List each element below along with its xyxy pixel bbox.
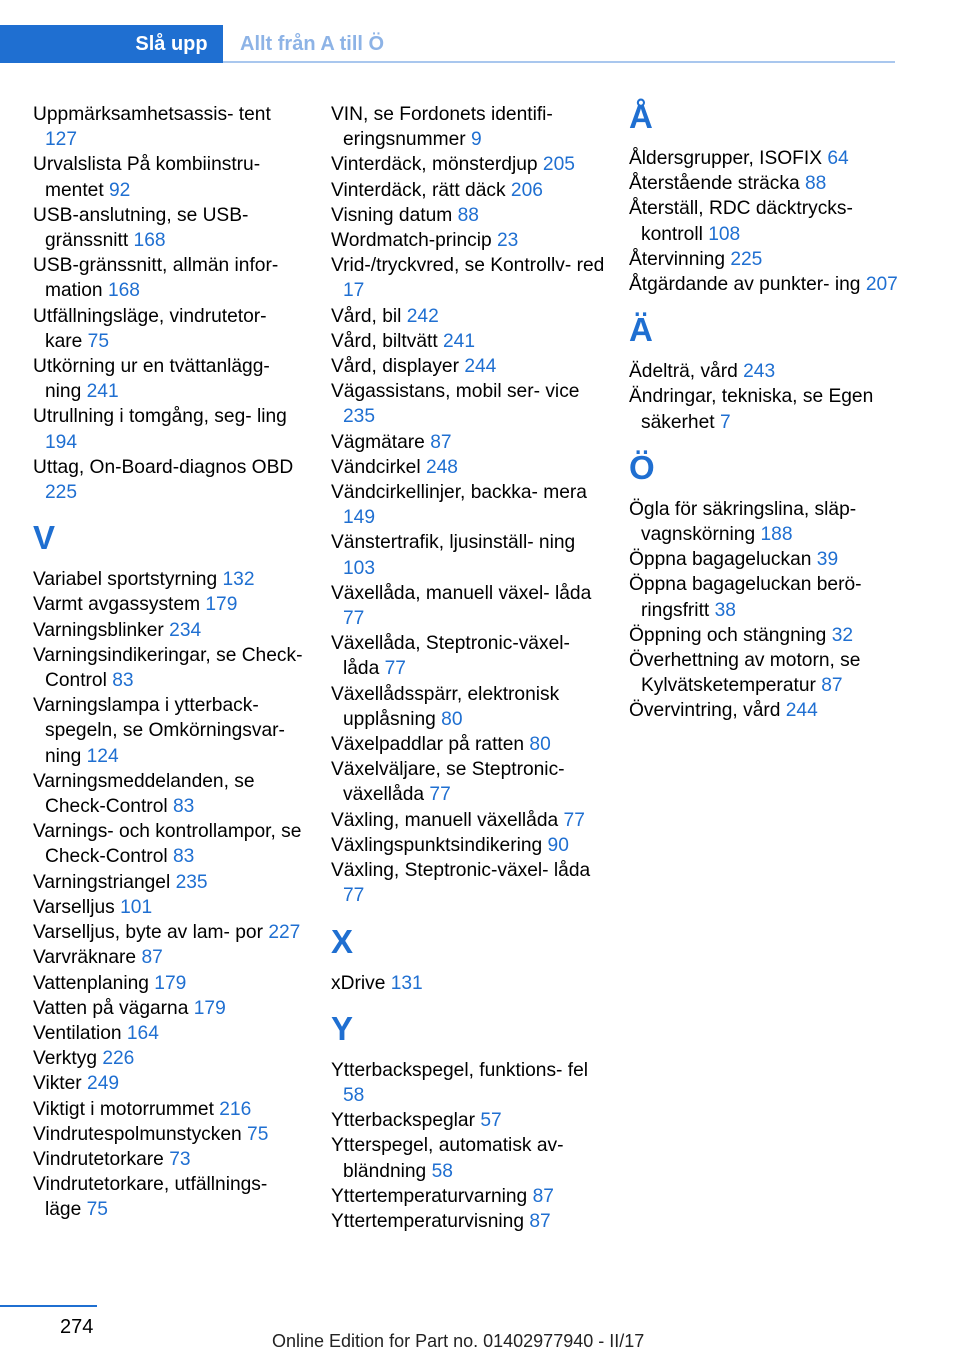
index-entry	[331, 329, 606, 354]
index-entry-term: Urvalslista På kombiinstru- mentet	[33, 154, 261, 201]
tab-look-up-label: Slå upp	[135, 33, 208, 55]
index-entry	[331, 971, 606, 996]
index-entry-term: Ytterbackspegel, funktions- fel	[331, 1059, 589, 1081]
index-entry	[331, 757, 606, 807]
page-link[interactable]: 7	[719, 411, 731, 433]
index-entry-term: Vindrutetorkare, utfällnings- läge	[33, 1174, 268, 1221]
index-entry	[33, 152, 308, 202]
index-entry-term: Ändringar, tekniska, se Egen säkerhet	[629, 386, 874, 433]
index-entry	[33, 304, 308, 354]
index-entry-term: Vård, biltvätt	[331, 330, 438, 352]
index-entry-term: USB-anslutning, se USB- gränssnitt	[33, 204, 249, 252]
index-entry	[33, 567, 308, 592]
index-entry	[33, 618, 308, 643]
page-link[interactable]: 207	[865, 274, 898, 296]
index-entry-term: Vikter	[33, 1073, 82, 1095]
index-entry-term: Vrid-/tryckvred, se Kontrollv- red	[331, 255, 605, 277]
index-entry	[331, 858, 606, 908]
page-link[interactable]: 225	[730, 248, 763, 270]
index-entry	[331, 354, 606, 379]
page-link[interactable]: 75	[87, 330, 110, 352]
index-entry-term: Åtgärdande av punkter- ing	[629, 274, 861, 296]
index-entry	[629, 648, 904, 698]
page-link[interactable]: 164	[126, 1022, 159, 1044]
page-link[interactable]: 58	[343, 1084, 365, 1106]
index-entry-term: Vändcirkel	[331, 456, 421, 478]
index-entry-term: Visning datum	[331, 204, 453, 226]
index-entry	[629, 171, 904, 196]
page-link[interactable]: 149	[343, 507, 376, 529]
index-entry	[331, 1133, 606, 1183]
index-entry-term: Överhettning av motorn, se Kylvätsketemperatur	[629, 650, 861, 697]
index-entry	[629, 384, 904, 434]
index-entry-term: Vägassistans, mobil ser- vice	[331, 381, 580, 403]
index-entry-term: Viktigt i motorrummet	[33, 1098, 214, 1120]
index-entry	[33, 920, 308, 945]
index-entry-term: Växellåda, Steptronic-växel- låda	[331, 633, 570, 680]
edition-note: Online Edition for Part no. 01402977940 - II/17	[272, 1331, 645, 1351]
index-entry-term: Vägmätare	[331, 431, 425, 453]
index-entry	[629, 572, 904, 622]
index-entry-term: VIN, se Fordonets identifi- eringsnummer	[331, 104, 553, 151]
index-entry	[629, 698, 904, 723]
index-entry-term: Ytterbackspeglar	[331, 1110, 475, 1132]
index-entry-term: Vindrutespolmunstycken	[33, 1123, 242, 1145]
index-entry-term: Vindrutetorkare	[33, 1148, 164, 1170]
page-link[interactable]: 241	[443, 330, 476, 352]
index-entry	[331, 455, 606, 480]
index-entry-term: Ventilation	[33, 1022, 122, 1044]
page-link[interactable]: 103	[343, 557, 376, 579]
page-link[interactable]: 57	[480, 1110, 502, 1132]
index-entry	[331, 304, 606, 329]
page-link[interactable]: 216	[219, 1098, 252, 1120]
page-link[interactable]: 75	[86, 1199, 108, 1221]
page-link[interactable]: 92	[109, 179, 131, 201]
page-link[interactable]: 88	[805, 173, 827, 195]
index-entry-term: Varningsindikeringar, se Check-Control	[33, 644, 303, 692]
index-entry-term: Wordmatch-princip	[331, 230, 492, 252]
page-link[interactable]: 244	[464, 356, 497, 378]
index-letter-heading: X	[331, 922, 354, 960]
index-entry	[331, 530, 606, 580]
index-entry	[331, 203, 606, 228]
page-link[interactable]: 179	[154, 972, 187, 994]
page-link[interactable]: 225	[45, 482, 78, 504]
index-entry-term: Växlingspunktsindikering	[331, 834, 543, 856]
index-entry-term: xDrive	[331, 972, 386, 994]
index-entry-term: Varmt avgassystem	[33, 594, 201, 616]
index-letter-heading: Y	[331, 1009, 354, 1047]
page-link[interactable]: 127	[45, 129, 78, 151]
index-entry-term: Vård, bil	[331, 305, 402, 327]
page-link[interactable]: 87	[532, 1185, 554, 1207]
index-entry-term: Växellådsspärr, elektronisk upplåsning	[331, 683, 560, 730]
index-entry-term: Varvräknare	[33, 947, 137, 969]
index-entry	[33, 455, 308, 505]
page-link[interactable]: 87	[821, 675, 843, 697]
index-entry-term: Ögla för säkringslina, släp- vagnskörning	[629, 498, 857, 546]
page-link[interactable]: 23	[497, 230, 519, 252]
index-entry-term: Öppning och stängning	[629, 624, 827, 646]
page-link[interactable]: 83	[172, 846, 195, 868]
index-entry	[33, 643, 308, 693]
index-entry	[33, 870, 308, 895]
page-link[interactable]: 75	[247, 1123, 269, 1145]
page-link[interactable]: 87	[430, 431, 452, 453]
index-entry-term: Uttag, On-Board-diagnos OBD	[33, 456, 294, 478]
page-link[interactable]: 87	[141, 947, 163, 969]
index-entry	[33, 1172, 308, 1222]
page-link[interactable]: 38	[714, 599, 736, 621]
index-entry	[33, 1021, 308, 1046]
index-entry	[629, 547, 904, 572]
index-entry	[33, 253, 308, 303]
page-link[interactable]: 168	[133, 230, 166, 252]
page-link[interactable]: 77	[429, 784, 451, 806]
index-entry-term: Växelpaddlar på ratten	[331, 734, 525, 756]
index-entry-term: Växelväljare, se Steptronic- växellåda	[331, 759, 565, 806]
page-link[interactable]: 244	[785, 700, 818, 722]
page-link[interactable]: 227	[268, 922, 301, 944]
index-entry	[629, 247, 904, 272]
index-entry	[33, 203, 308, 253]
index-entry	[629, 497, 904, 547]
index-entry-term: Ytterspegel, automatisk av- bländning	[331, 1135, 564, 1182]
page-link[interactable]: 248	[425, 456, 458, 478]
page-link[interactable]: 32	[831, 624, 854, 646]
index-letter-heading: Å	[629, 98, 653, 135]
page-link[interactable]: 243	[743, 361, 776, 383]
index-entry-term: Uppmärksamhetsassis- tent	[33, 104, 271, 125]
index-letter-heading: V	[33, 519, 56, 557]
index-entry-term: Växling, Steptronic-växel- låda	[331, 860, 591, 882]
index-entry-term: Ädelträ, vård	[629, 361, 738, 383]
page-link[interactable]: 87	[529, 1210, 551, 1232]
index-entry-term: Varselljus, byte av lam- por	[33, 922, 263, 944]
index-entry-term: Växling, manuell växellåda	[331, 809, 559, 831]
index-entry	[331, 682, 606, 732]
page-link[interactable]: 194	[45, 431, 78, 453]
page-link[interactable]: 124	[86, 745, 119, 767]
index-entry	[331, 253, 606, 303]
index-entry-term: Vård, displayer	[331, 356, 459, 378]
index-entry-term: Åldersgrupper, ISOFIX	[629, 148, 823, 169]
index-entry-term: Återstående sträcka	[629, 173, 800, 195]
page-link[interactable]: 58	[431, 1160, 453, 1182]
index-entry-term: Vändcirkellinjer, backka- mera	[331, 482, 587, 504]
index-entry-term: Varselljus	[33, 896, 115, 918]
index-entry	[331, 833, 606, 858]
page-link[interactable]: 242	[406, 305, 439, 327]
page-link[interactable]: 179	[205, 594, 238, 616]
index-entry	[331, 1209, 606, 1234]
index-entry	[331, 228, 606, 253]
index-entry-term: Vinterdäck, mönsterdjup	[331, 154, 538, 176]
index-entry	[33, 592, 308, 617]
index-entry-term: Vinterdäck, rätt däck	[331, 179, 506, 201]
index-entry	[629, 196, 904, 246]
page-link[interactable]: 80	[441, 708, 463, 730]
page-link[interactable]: 17	[343, 280, 365, 302]
index-entry-term: Öppna bagageluckan berö- ringsfritt	[629, 574, 862, 621]
index-entry	[33, 693, 308, 769]
page-link[interactable]: 83	[112, 670, 134, 692]
page-link[interactable]: 39	[816, 549, 839, 571]
index-entry-term: Öppna bagageluckan	[629, 549, 812, 571]
page-link[interactable]: 188	[760, 524, 793, 546]
index-entry	[33, 819, 308, 869]
page-link[interactable]: 241	[86, 381, 119, 403]
index-entry	[33, 1122, 308, 1147]
index-entry	[331, 1058, 606, 1108]
index-entry	[33, 404, 308, 454]
index-entry-term: Återvinning	[629, 248, 725, 270]
index-entry	[331, 631, 606, 681]
index-entry-term: Yttertemperaturvarning	[331, 1185, 528, 1207]
page-link[interactable]: 179	[193, 997, 226, 1019]
index-entry	[331, 1108, 606, 1133]
index-column-3	[629, 98, 904, 724]
index-column-1	[33, 102, 308, 1223]
page-link[interactable]: 83	[172, 796, 195, 818]
index-entry-term: Varningstriangel	[33, 871, 171, 893]
page-link[interactable]: 80	[529, 734, 551, 756]
page-link[interactable]: 77	[384, 658, 406, 680]
index-entry	[331, 1184, 606, 1209]
page-link[interactable]: 226	[102, 1048, 135, 1070]
index-entry	[33, 945, 308, 970]
index-entry	[33, 996, 308, 1021]
index-entry	[331, 732, 606, 757]
page-link[interactable]: 73	[169, 1148, 191, 1170]
index-entry-term: Utfällningsläge, vindrutetor- kare	[33, 305, 267, 352]
index-entry	[331, 178, 606, 203]
page-link[interactable]: 131	[390, 972, 423, 994]
index-entry-term: Återställ, RDC däcktrycks- kontroll	[629, 198, 853, 245]
page-link[interactable]: 64	[827, 148, 849, 169]
page-link[interactable]: 234	[169, 619, 202, 641]
page-link[interactable]: 132	[222, 569, 255, 591]
index-entry-term: Varningslampa i ytterback- spegeln, se Omkörningsvar- ning	[33, 695, 285, 767]
index-entry	[331, 379, 606, 429]
page-link[interactable]: 77	[343, 885, 365, 907]
header-divider	[223, 61, 895, 63]
index-entry-term: Utrullning i tomgång, seg- ling	[33, 406, 287, 428]
index-entry	[331, 152, 606, 177]
page-link[interactable]: 249	[87, 1073, 120, 1095]
index-entry-term: USB-gränssnitt, allmän infor- mation	[33, 255, 279, 302]
index-entry	[33, 354, 308, 404]
index-entry	[331, 102, 606, 152]
index-entry	[629, 146, 904, 171]
page-link[interactable]: 77	[563, 809, 585, 831]
index-entry-term: Vänstertrafik, ljusinställ- ning	[331, 532, 576, 554]
page-link[interactable]: 235	[175, 871, 208, 893]
index-entry	[33, 895, 308, 920]
index-column-2	[331, 102, 606, 1234]
index-entry	[629, 272, 904, 297]
page-link[interactable]: 9	[470, 129, 482, 151]
index-entry	[331, 480, 606, 530]
tab-a-to-z[interactable]: Allt från A till Ö	[240, 33, 385, 55]
tab-look-up[interactable]	[0, 25, 223, 63]
index-entry	[33, 1097, 308, 1122]
index-entry	[629, 623, 904, 648]
index-entry	[33, 102, 308, 152]
index-entry	[33, 1046, 308, 1071]
index-entry-term: Vattenplaning	[33, 972, 149, 994]
page-link[interactable]: 168	[107, 280, 140, 302]
index-entry-term: Varningsblinker	[33, 619, 164, 641]
page-link[interactable]: 88	[457, 204, 479, 226]
page-link[interactable]: 77	[343, 608, 365, 630]
index-entry-term: Yttertemperaturvisning	[331, 1210, 525, 1232]
page-link[interactable]: 206	[510, 179, 543, 201]
index-entry-term: Vatten på vägarna	[33, 997, 189, 1019]
index-entry	[33, 1071, 308, 1096]
index-entry	[33, 971, 308, 996]
page-link[interactable]: 235	[343, 406, 376, 428]
page-number: 274	[60, 1316, 94, 1338]
footer-rule	[0, 1305, 97, 1307]
index-entry-term: Verktyg	[33, 1048, 97, 1070]
index-entry-term: Varnings- och kontrollampor, se Check-Control	[33, 821, 302, 868]
index-entry	[331, 430, 606, 455]
index-letter-heading: Ö	[629, 448, 655, 486]
index-entry	[33, 1147, 308, 1172]
index-entry-term: Övervintring, vård	[629, 700, 781, 722]
page-link[interactable]: 101	[120, 896, 153, 918]
page-link[interactable]: 90	[547, 834, 569, 856]
index-entry	[331, 581, 606, 631]
index-entry	[33, 769, 308, 819]
page-link[interactable]: 108	[708, 223, 741, 245]
index-entry-term: Varningsmeddelanden, se Check-Control	[33, 770, 255, 818]
index-entry	[629, 359, 904, 384]
top-tab-bar	[0, 25, 895, 63]
index-letter-heading: Ä	[629, 311, 653, 349]
page-link[interactable]: 205	[542, 154, 575, 176]
index-entry	[331, 808, 606, 833]
index-entry-term: Variabel sportstyrning	[33, 569, 218, 591]
index-entry-term: Växellåda, manuell växel- låda	[331, 582, 592, 604]
index-entry-term: Utkörning ur en tvättanlägg- ning	[33, 356, 270, 403]
